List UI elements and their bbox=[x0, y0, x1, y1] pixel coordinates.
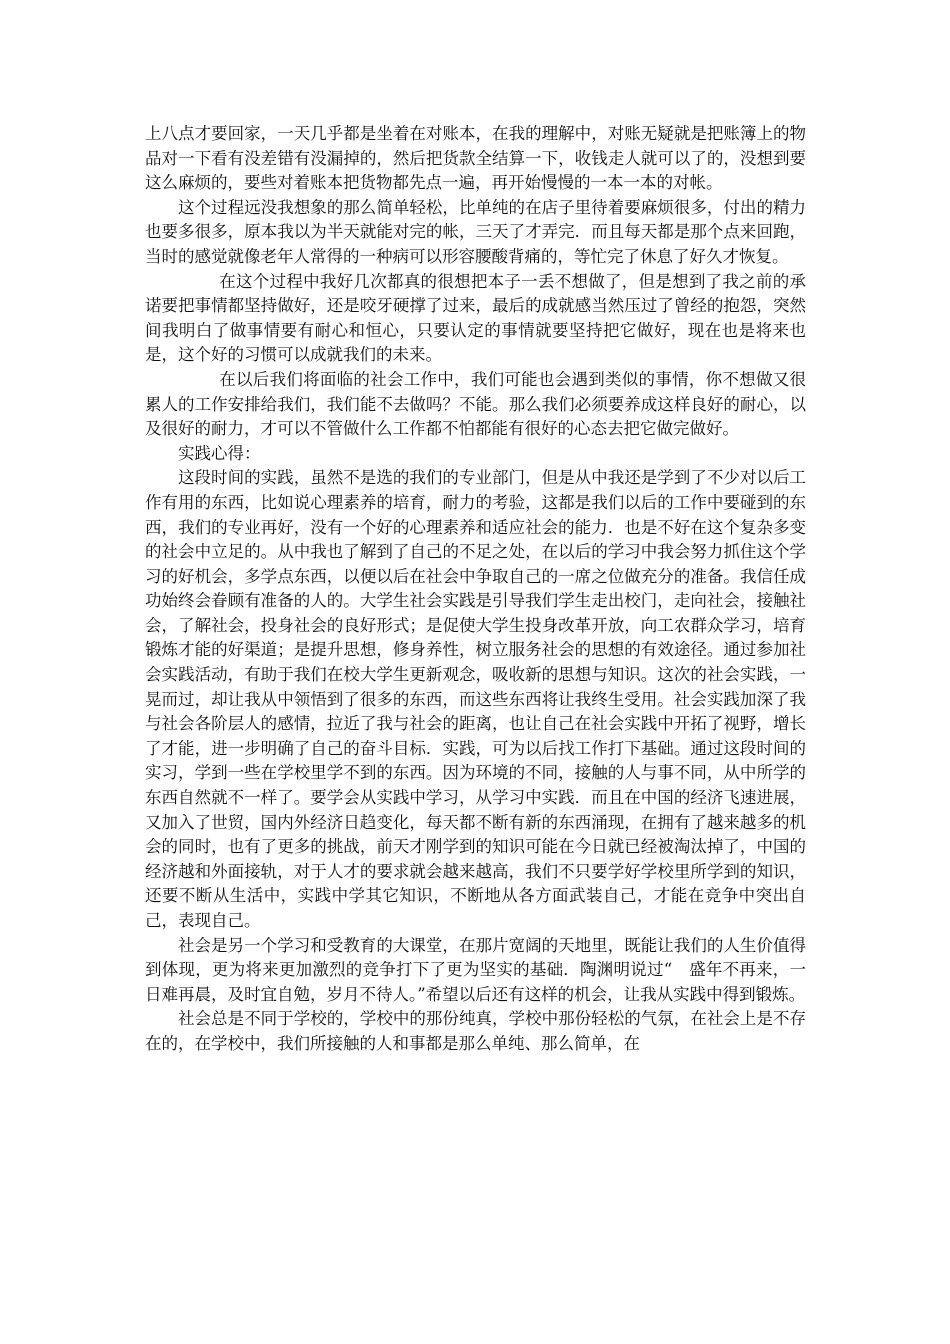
paragraph-6: 社会是另一个学习和受教育的大课堂，在那片宽阔的天地里，既能让我们的人生价值得到体现，更为将来更加激烈的竞争打下了更为坚实的基础．陶渊明说过“ 盛年不再来，一日难再晨，及时宜自勉，岁月不待人。”希望以后还有这样的机会，让我从实践中得到锻炼。 bbox=[145, 935, 806, 1004]
paragraph-1: 上八点才要回家，一天几乎都是坐着在对账本，在我的理解中，对账无疑就是把账簿上的物品对一下看有没差错有没漏掉的，然后把货款全结算一下，收钱走人就可以了的，没想到要这么麻烦的，要些对着账本把货物都先点一遍，再开始慢慢的一本一本的对帐。 bbox=[145, 124, 806, 193]
paragraph-4: 在以后我们将面临的社会工作中，我们可能也会遇到类似的事情，你不想做又很累人的工作安排给我们，我们能不去做吗？不能。那么我们必须要养成这样良好的耐心，以及很好的耐力，才可以不管做什么工作都不怕都能有很好的心态去把它做完做好。 bbox=[145, 369, 806, 439]
paragraph-2: 这个过程远没我想象的那么简单轻松，比单纯的在店子里待着要麻烦很多，付出的精力也要多很多，原本我以为半天就能对完的帐，三天了才弄完．而且每天都是那个点来回跑，当时的感觉就像老年人常得的一种病可以形容腰酸背痛的，等忙完了休息了好久才恢复。 bbox=[145, 197, 806, 266]
paragraph-3: 在这个过程中我好几次都真的很想把本子一丢不想做了，但是想到了我之前的承诺要把事情都坚持做好，还是咬牙硬撑了过来，最后的成就感当然压过了曾经的抱怨，突然间我明白了做事情要有耐心和恒心，只要认定的事情就要坚持把它做好，现在也是将来也是，这个好的习惯可以成就我们的未来。 bbox=[145, 271, 806, 365]
document-page bbox=[145, 122, 806, 1057]
paragraph-5: 这段时间的实践，虽然不是选的我们的专业部门，但是从中我还是学到了不少对以后工作有用的东西，比如说心理素养的培育，耐力的考验，这都是我们以后的工作中要碰到的东西，我们的专业再好，没有一个好的心理素养和适应社会的能力．也是不好在这个复杂多变的社会中立足的。从中我也了解到了自己的不足之处，在以后的学习中我会努力抓住这个学习的好机会，多学点东西，以便以后在社会中争取自己的一席之位做充分的准备。我信任成功始终会眷顾有准备的人的。大学生社会实践是引导我们学生走出校门，走向社会，接触社会，了解社会，投身社会的良好形式；是促使大学生投身改革开放，向工农群众学习，培育锻炼才能的好渠道；是提升思想，修身养性，树立服务社会的思想的有效途径。通过参加社会实践活动，有助于我们在校大学生更新观念，吸收新的思想与知识。这次的社会实践，一晃而过，却让我从中领悟到了很多的东西，而这些东西将让我终生受用。社会实践加深了我与社会各阶层人的感情，拉近了我与社会的距离，也让自己在社会实践中开拓了视野，增长了才能，进一步明确了自己的奋斗目标．实践，可为以后找工作打下基础。通过这段时间的实习，学到一些在学校里学不到的东西。因为环境的不同，接触的人与事不同，从中所学的东西自然就不一样了。要学会从实践中学习，从学习中实践．而且在中国的经济飞速进展，又加入了世贸，国内外经济日趋变化，每天都不断有新的东西涌现，在拥有了越来越多的机会的同时，也有了更多的挑战，前天才刚学到的知识可能在今日就已经被淘汰掉了，中国的经济越和外面接轨，对于人才的要求就会越来越高，我们不只要学好学校里所学到的知识，还要不断从生活中，实践中学其它知识，不断地从各方面武装自己，才能在竞争中突出自己，表现自己。 bbox=[145, 468, 806, 930]
paragraph-7: 社会总是不同于学校的，学校中的那份纯真，学校中那份轻松的气氛，在社会上是不存在的，在学校中，我们所接触的人和事都是那么单纯、那么简单，在 bbox=[145, 1009, 806, 1053]
section-heading: 实践心得： bbox=[178, 443, 261, 463]
